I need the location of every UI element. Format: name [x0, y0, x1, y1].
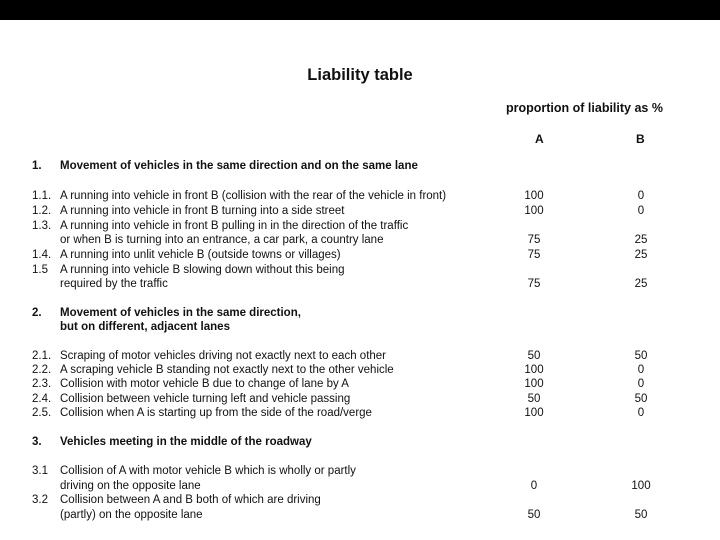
row-description: Collision with motor vehicle B due to change of lane by A: [60, 378, 349, 390]
liability-a-value: 0: [530, 480, 538, 492]
row-number: 2.: [32, 307, 42, 319]
liability-a-value: 50: [527, 509, 541, 521]
liability-a-value: 100: [524, 205, 544, 217]
row-description: A running into vehicle in front B turning into a side street: [60, 205, 345, 217]
row-number: 2.4.: [32, 393, 52, 405]
liability-a-value: 75: [527, 234, 541, 246]
table-row: [0, 204, 720, 218]
table-row: [0, 406, 720, 420]
row-description: but on different, adjacent lanes: [60, 321, 230, 333]
table-row: [0, 189, 720, 203]
section-heading-row: [0, 306, 720, 320]
section-heading-row: [0, 159, 720, 173]
table-row: [0, 277, 720, 291]
row-description: A running into vehicle in front B pulling in in the direction of the traffic: [60, 220, 409, 232]
top-bar: [0, 0, 720, 20]
row-description: required by the traffic: [60, 278, 168, 290]
proportion-header: proportion of liability as %: [506, 101, 663, 115]
row-number: 1.2.: [32, 205, 52, 217]
row-description: or when B is turning into an entrance, a car park, a country lane: [60, 234, 384, 246]
liability-b-value: 0: [637, 364, 645, 376]
page-title: Liability table: [307, 66, 413, 84]
section-heading-row: [0, 320, 720, 334]
row-number: 3.1: [32, 465, 48, 477]
row-number: 1.3.: [32, 220, 52, 232]
table-row: [0, 464, 720, 478]
row-description: Collision between vehicle turning left and vehicle passing: [60, 393, 351, 405]
row-number: 2.3.: [32, 378, 52, 390]
liability-a-value: 75: [527, 249, 541, 261]
table-row: [0, 248, 720, 262]
row-description: Collision between A and B both of which are driving: [60, 494, 321, 506]
row-description: A running into vehicle B slowing down without this being: [60, 264, 345, 276]
row-description: Collision of A with motor vehicle B which is wholly or partly: [60, 465, 356, 477]
section-heading-row: [0, 435, 720, 449]
table-row: [0, 349, 720, 363]
table-row: [0, 233, 720, 247]
row-number: 1.1.: [32, 190, 52, 202]
row-description: driving on the opposite lane: [60, 480, 201, 492]
row-description: A running into vehicle in front B (collision with the rear of the vehicle in front): [60, 190, 447, 202]
table-row: [0, 263, 720, 277]
column-a-header: A: [535, 132, 544, 146]
row-description: Movement of vehicles in the same direction,: [60, 307, 301, 319]
liability-b-value: 50: [634, 393, 648, 405]
liability-a-value: 75: [527, 278, 541, 290]
row-description: Scraping of motor vehicles driving not exactly next to each other: [60, 350, 387, 362]
liability-b-value: 100: [631, 480, 651, 492]
row-number: 3.2: [32, 494, 48, 506]
liability-b-value: 0: [637, 205, 645, 217]
liability-a-value: 50: [527, 393, 541, 405]
table-row: [0, 363, 720, 377]
liability-b-value: 25: [634, 278, 648, 290]
table-row: [0, 219, 720, 233]
table-row: [0, 508, 720, 522]
liability-a-value: 50: [527, 350, 541, 362]
row-description: A scraping vehicle B standing not exactly next to the other vehicle: [60, 364, 394, 376]
row-description: Movement of vehicles in the same direction and on the same lane: [60, 160, 418, 172]
row-description: Vehicles meeting in the middle of the roadway: [60, 436, 312, 448]
row-number: 1.: [32, 160, 42, 172]
row-number: 3.: [32, 436, 42, 448]
table-row: [0, 392, 720, 406]
column-b-header: B: [636, 132, 645, 146]
row-description: (partly) on the opposite lane: [60, 509, 203, 521]
liability-b-value: 50: [634, 350, 648, 362]
liability-b-value: 25: [634, 249, 648, 261]
row-number: 1.5: [32, 264, 48, 276]
liability-a-value: 100: [524, 378, 544, 390]
liability-a-value: 100: [524, 364, 544, 376]
row-number: 2.1.: [32, 350, 52, 362]
liability-b-value: 0: [637, 190, 645, 202]
liability-b-value: 0: [637, 407, 645, 419]
row-number: 2.2.: [32, 364, 52, 376]
liability-a-value: 100: [524, 407, 544, 419]
liability-b-value: 0: [637, 378, 645, 390]
row-number: 1.4.: [32, 249, 52, 261]
liability-b-value: 50: [634, 509, 648, 521]
liability-a-value: 100: [524, 190, 544, 202]
row-description: A running into unlit vehicle B (outside towns or villages): [60, 249, 341, 261]
table-row: [0, 479, 720, 493]
liability-b-value: 25: [634, 234, 648, 246]
table-row: [0, 377, 720, 391]
table-row: [0, 493, 720, 507]
row-description: Collision when A is starting up from the side of the road/verge: [60, 407, 372, 419]
row-number: 2.5.: [32, 407, 52, 419]
